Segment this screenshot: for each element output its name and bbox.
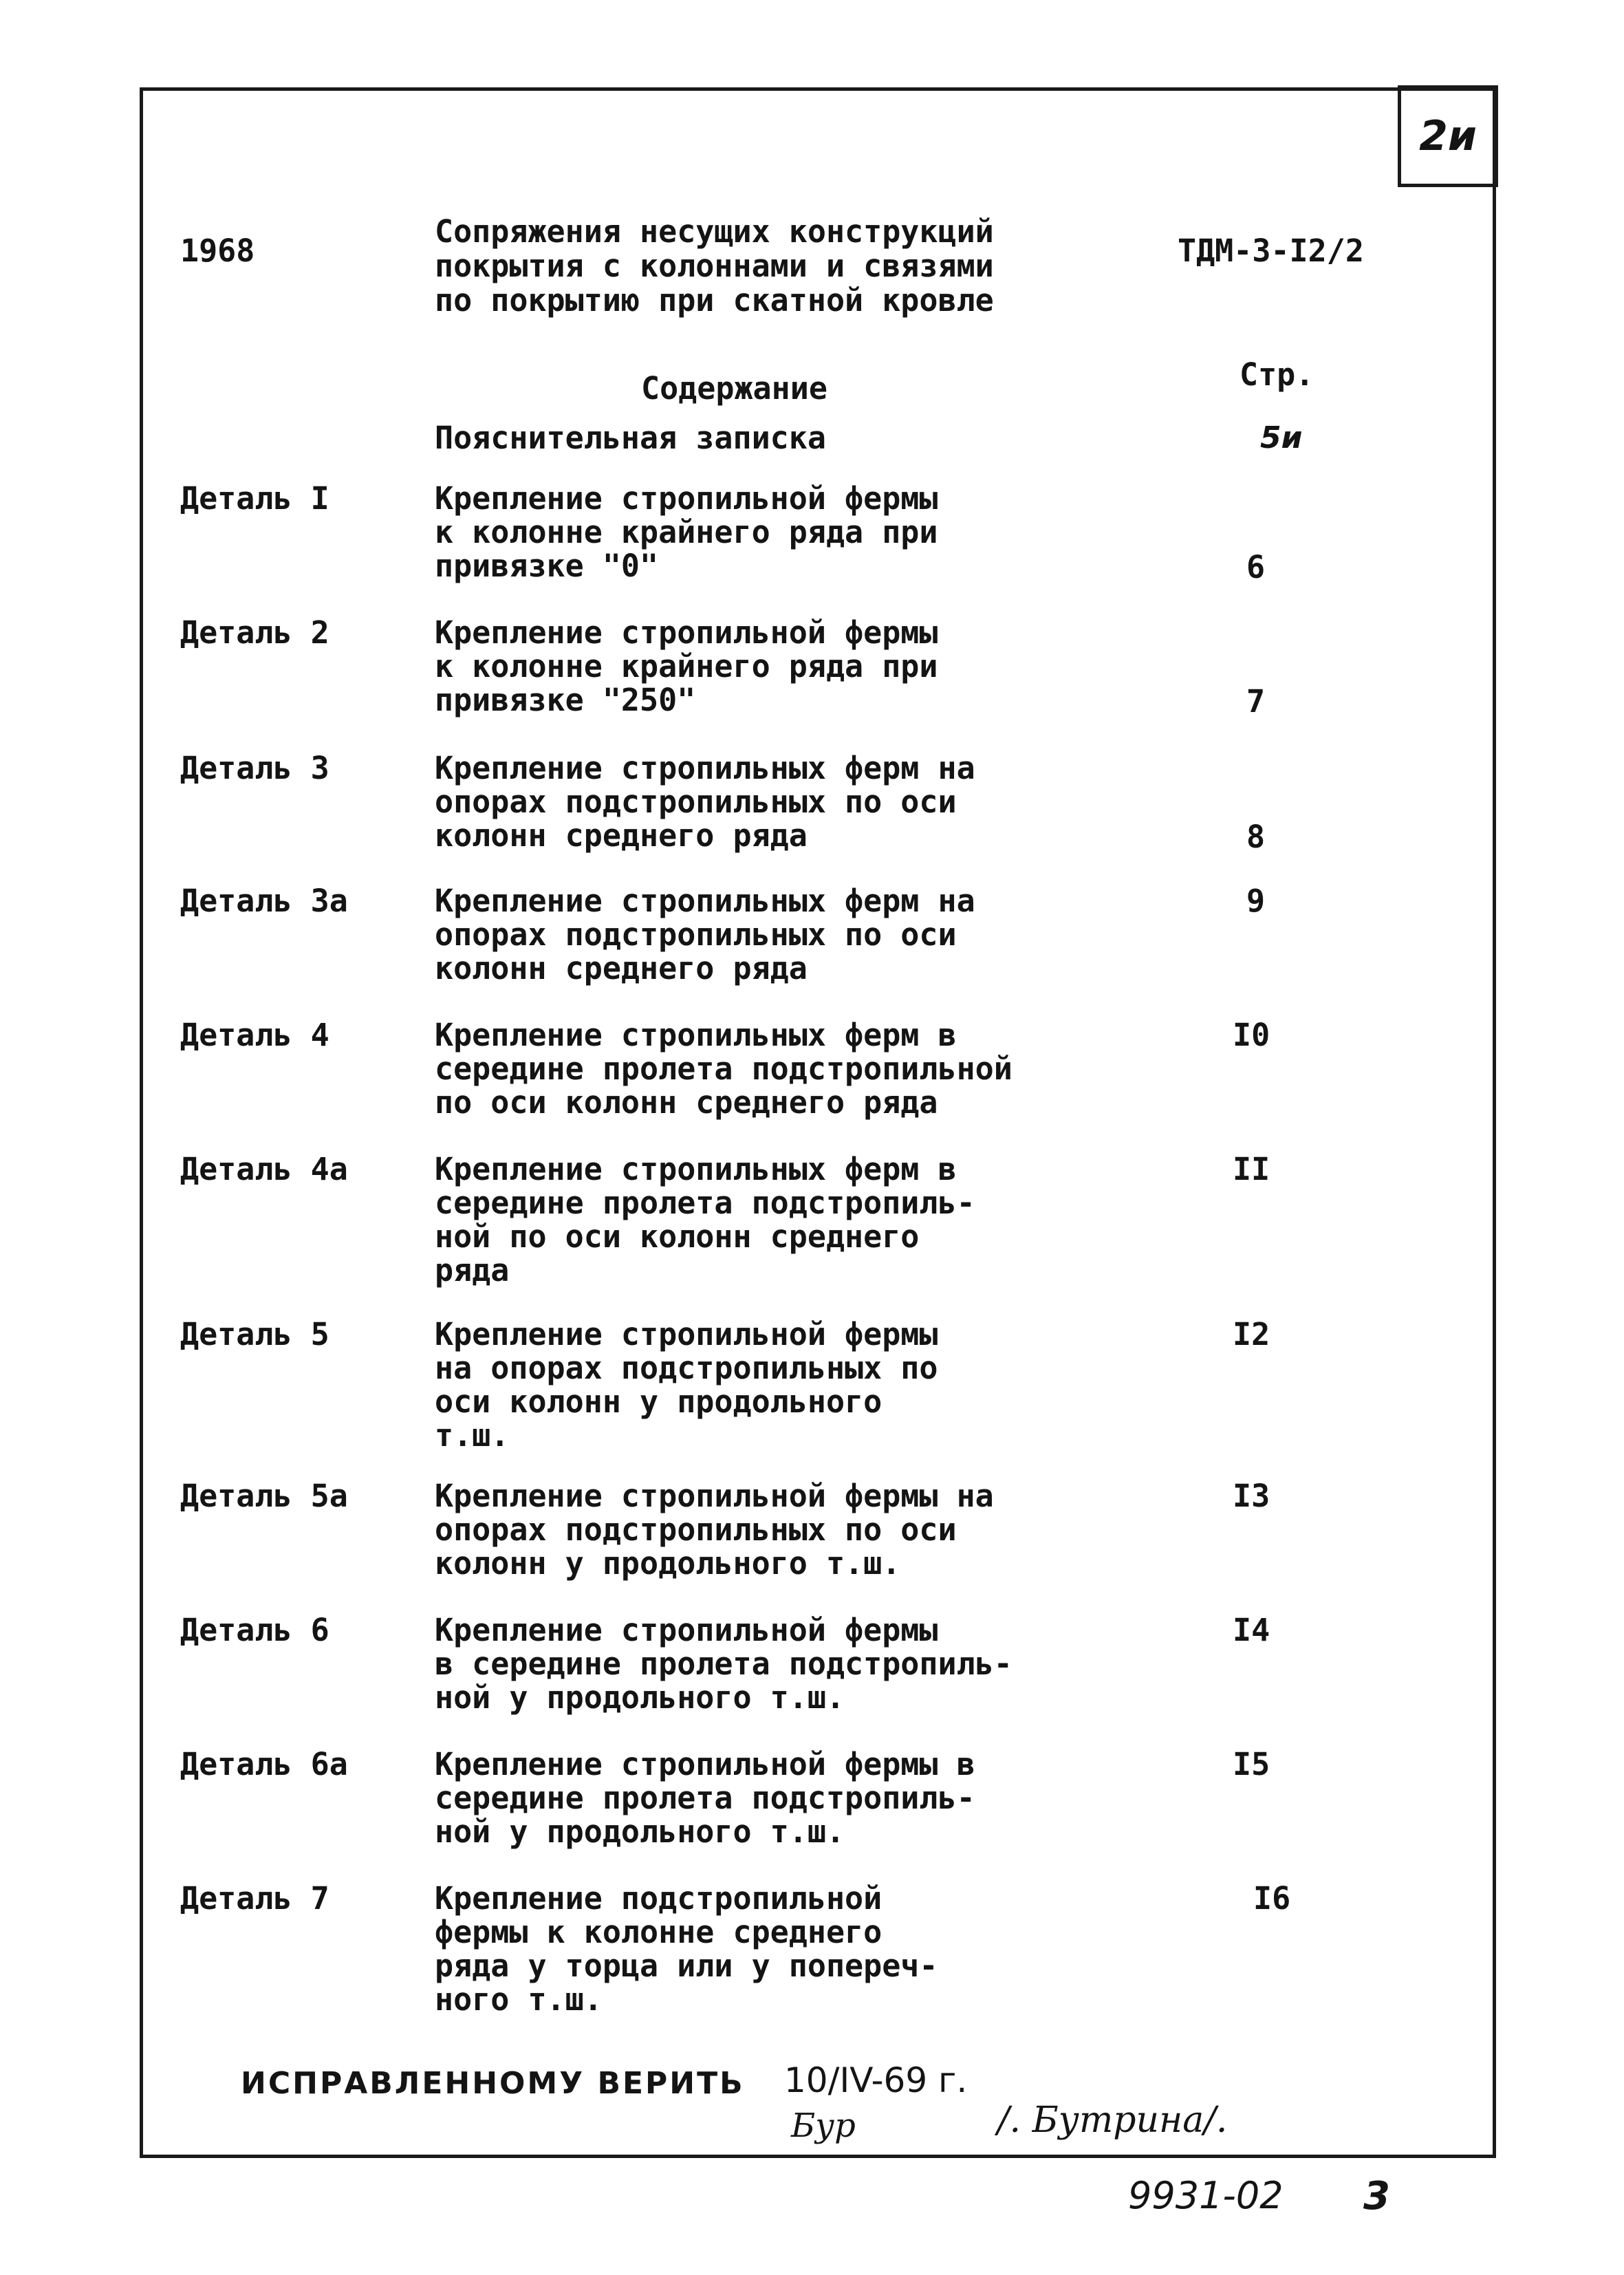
- detail-description-line: Крепление стропильных ферм на: [435, 883, 975, 919]
- detail-description-line: Крепление стропильной фермы: [435, 1612, 938, 1648]
- detail-description-line: Крепление подстропильной: [435, 1880, 883, 1917]
- detail-page-number: I6: [1253, 1880, 1291, 1917]
- detail-description: [435, 1479, 994, 1580]
- detail-description-line: Крепление стропильной фермы: [435, 614, 938, 651]
- detail-label: Деталь 2: [180, 614, 329, 651]
- detail-label: Деталь 6: [180, 1612, 329, 1648]
- detail-description-line: в середине пролета подстропиль-: [435, 1646, 1013, 1682]
- detail-description: [435, 884, 975, 985]
- detail-description-line: колонн среднего ряда: [435, 817, 808, 854]
- detail-description-line: Крепление стропильной фермы: [435, 480, 938, 517]
- detail-page-number: I0: [1233, 1017, 1270, 1053]
- contents-heading: Содержание: [641, 370, 827, 407]
- detail-description: [435, 751, 975, 852]
- detail-description-line: середине пролета подстропиль-: [435, 1780, 975, 1816]
- detail-description: [435, 1018, 1013, 1119]
- detail-description: [435, 1152, 975, 1287]
- detail-description-line: Крепление стропильной фермы на: [435, 1478, 994, 1514]
- detail-page-number: 9: [1246, 883, 1266, 919]
- detail-page-number: II: [1233, 1151, 1270, 1187]
- detail-description: [435, 482, 938, 583]
- detail-page-number: I3: [1233, 1478, 1270, 1514]
- correction-date: 10/IV-69 г.: [784, 2060, 968, 2100]
- detail-description-line: середине пролета подстропиль-: [435, 1185, 975, 1221]
- detail-description-line: Крепление стропильной фермы в: [435, 1746, 975, 1782]
- detail-page-number: I5: [1233, 1746, 1270, 1782]
- signature-initials: Бур: [791, 2106, 856, 2145]
- detail-description-line: Крепление стропильных ферм в: [435, 1017, 957, 1053]
- detail-label: Деталь 6а: [180, 1746, 348, 1782]
- title-line: покрытия с колоннами и связями: [435, 248, 994, 284]
- detail-label: Деталь 3а: [180, 883, 348, 919]
- page-sheet-number: 3: [1363, 2174, 1390, 2219]
- detail-description-line: ного т.ш.: [435, 1981, 603, 2018]
- explanatory-note-page: 5и: [1260, 420, 1303, 455]
- detail-description-line: ной по оси колонн среднего: [435, 1218, 920, 1255]
- detail-description-line: Крепление стропильных ферм в: [435, 1151, 957, 1187]
- page-column-heading: Стр.: [1239, 356, 1314, 393]
- detail-page-number: I4: [1233, 1612, 1270, 1648]
- detail-description-line: опорах подстропильных по оси: [435, 1511, 957, 1548]
- document-title: [435, 215, 994, 318]
- detail-description: [435, 1882, 938, 2016]
- detail-label: Деталь 4а: [180, 1151, 348, 1187]
- document-code: ТДМ-3-I2/2: [1178, 233, 1364, 269]
- detail-description-line: к колонне крайнего ряда при: [435, 514, 938, 550]
- detail-description: [435, 616, 938, 717]
- document-year: 1968: [180, 233, 255, 269]
- detail-description-line: фермы к колонне среднего: [435, 1914, 883, 1950]
- detail-description-line: ной у продольного т.ш.: [435, 1679, 845, 1716]
- detail-page-number: 8: [1246, 819, 1266, 855]
- detail-description: [435, 1747, 975, 1848]
- detail-label: Деталь 4: [180, 1017, 329, 1053]
- detail-label: Деталь 5: [180, 1316, 329, 1352]
- detail-description-line: привязке "250": [435, 682, 696, 718]
- detail-label: Деталь 3: [180, 750, 329, 786]
- title-line: Сопряжения несущих конструкций: [435, 213, 994, 250]
- detail-description-line: по оси колонн среднего ряда: [435, 1084, 938, 1121]
- detail-page-number: 6: [1246, 549, 1266, 585]
- detail-description-line: привязке "0": [435, 548, 659, 584]
- archive-number: 9931-02: [1128, 2174, 1284, 2217]
- detail-description-line: опорах подстропильных по оси: [435, 916, 957, 953]
- detail-description-line: т.ш.: [435, 1417, 510, 1454]
- detail-label: Деталь I: [180, 480, 329, 517]
- detail-page-number: 7: [1246, 683, 1266, 720]
- detail-description-line: колонн среднего ряда: [435, 950, 808, 986]
- detail-description-line: середине пролета подстропильной: [435, 1050, 1013, 1087]
- detail-description-line: ной у продольного т.ш.: [435, 1813, 845, 1850]
- correction-note: ИСПРАВЛЕННОМУ ВЕРИТЬ: [241, 2066, 745, 2101]
- detail-description-line: на опорах подстропильных по: [435, 1350, 938, 1386]
- detail-page-number: I2: [1233, 1316, 1270, 1352]
- detail-description-line: Крепление стропильных ферм на: [435, 750, 975, 786]
- explanatory-note-title: Пояснительная записка: [435, 420, 826, 456]
- detail-description: [435, 1317, 938, 1452]
- detail-description-line: опорах подстропильных по оси: [435, 784, 957, 820]
- detail-label: Деталь 7: [180, 1880, 329, 1917]
- detail-label: Деталь 5а: [180, 1478, 348, 1514]
- signature-name: /. Бутрина/.: [997, 2100, 1228, 2141]
- detail-description-line: ряда: [435, 1252, 510, 1289]
- sheet-number-box: [1398, 85, 1498, 187]
- title-line: по покрытию при скатной кровле: [435, 282, 994, 319]
- detail-description: [435, 1613, 1013, 1714]
- detail-description-line: Крепление стропильной фермы: [435, 1316, 938, 1352]
- detail-description-line: к колонне крайнего ряда при: [435, 648, 938, 684]
- detail-description-line: ряда у торца или у попереч-: [435, 1948, 938, 1984]
- detail-description-line: оси колонн у продольного: [435, 1383, 883, 1420]
- detail-description-line: колонн у продольного т.ш.: [435, 1545, 901, 1582]
- sheet-number: 2и: [1419, 112, 1477, 160]
